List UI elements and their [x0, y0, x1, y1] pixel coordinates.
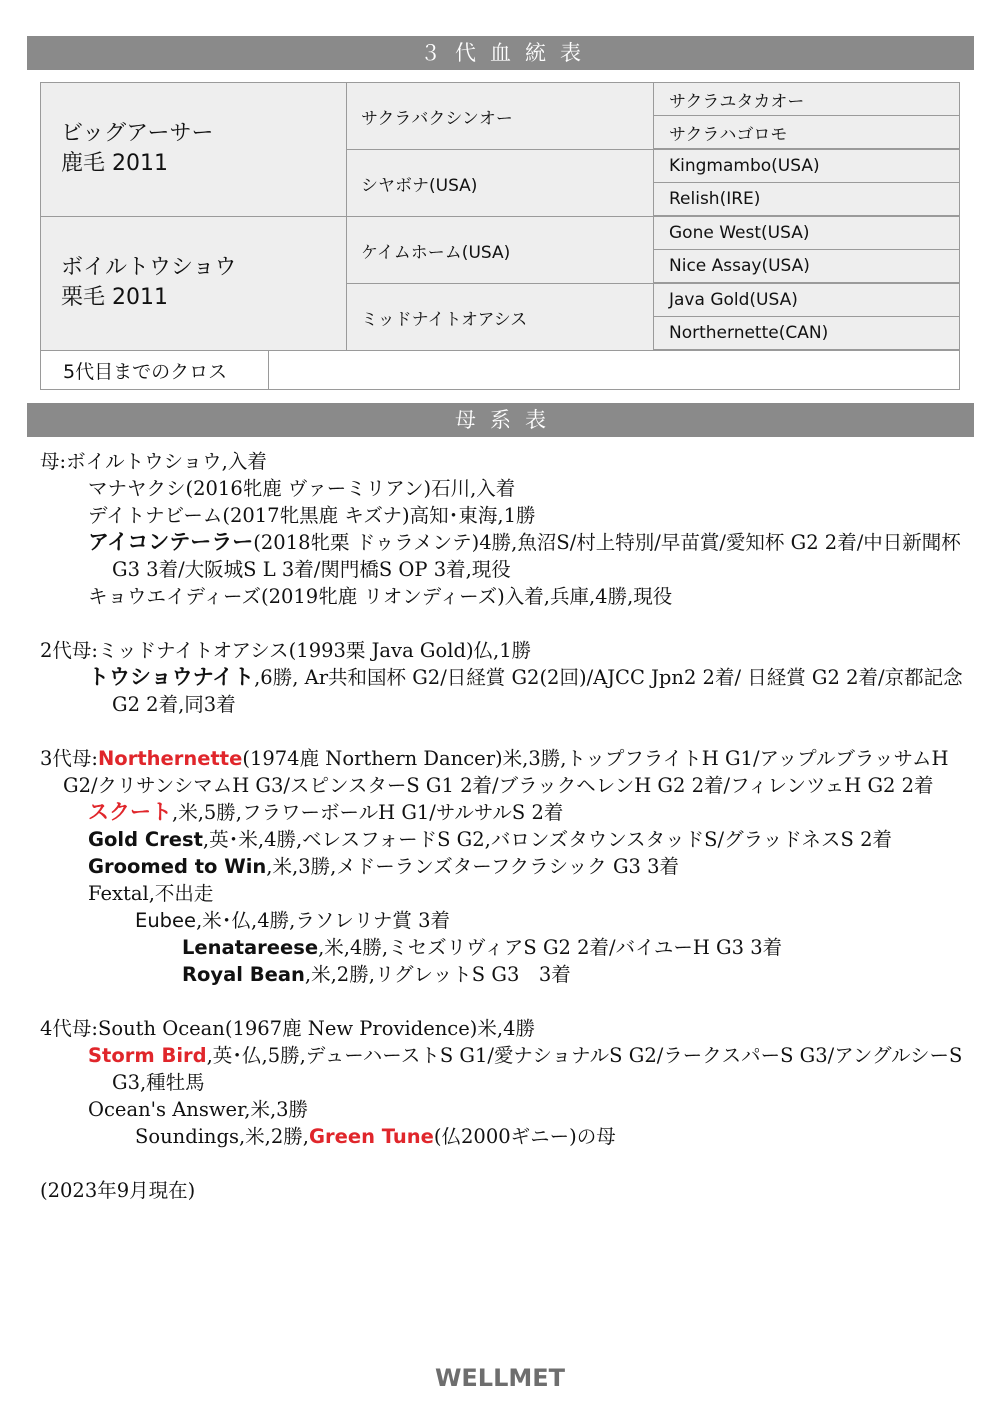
dam-cell — [40, 216, 347, 351]
dam-sire-cell: ケイムホーム(USA) — [346, 216, 654, 284]
gen3-cell: Nice Assay(USA) — [653, 249, 960, 283]
list-item: Ocean's Answer,米,3勝 — [88, 1098, 309, 1121]
horse-record: ,米･仏,4勝,ラソレリナ賞 3着 — [196, 909, 451, 932]
dam-line: 母:ボイルトウショウ,入着 — [40, 450, 267, 473]
list-item — [40, 529, 965, 583]
horse-record: ,米,5勝,フラワーボールH G1/サルサルS 2着 — [172, 801, 564, 824]
wellmet-logo: WELLMET — [434, 1364, 566, 1392]
horse-record: ,6勝, Ar共和国杯 G2/日経賞 G2(2回)/AJCC Jpn2 2着/ 日経賞 G2 2着/京都記念 G2 2着,同3着 — [112, 666, 963, 716]
pedigree-heading: ３代血統表 — [27, 36, 974, 70]
list-item — [40, 1042, 965, 1096]
cross-label: 5代目までのクロス — [40, 350, 269, 390]
gen3-cell: Gone West(USA) — [653, 216, 960, 250]
horse-record: (1974鹿 Northern Dancer)米,3勝,トップフライトH G1/アップルブラッサムH G2/クリサンシマムH G3/スピンスターS G1 2着/ブラックヘレンH G2 2着/フィレンツェH G2 2着 — [63, 747, 949, 797]
sire-cell — [40, 82, 347, 217]
list-item — [40, 826, 965, 853]
dam-name: ボイルトウショウ — [61, 255, 237, 280]
horse-record: ,英･仏,5勝,デューハーストS G1/愛ナショナルS G2/ラークスパーS G3/アングルシーS G3,種牡馬 — [112, 1044, 963, 1094]
horse-record: ,米,2勝,リグレットS G3 3着 — [304, 963, 571, 986]
list-item: キョウエイディーズ(2019牝鹿 リオンディーズ)入着,兵庫,4勝,現役 — [88, 585, 673, 608]
horse-name: Eubee — [135, 909, 197, 932]
as-of-date: (2023年9月現在) — [40, 1179, 196, 1202]
list-item — [40, 1123, 965, 1150]
horse-name: トウショウナイト — [88, 665, 255, 689]
horse-name: Green Tune — [309, 1125, 434, 1148]
list-item — [40, 799, 965, 826]
horse-record: ,英･米,4勝,ベレスフォードS G2,バロンズタウンスタッドS/グラッドネスS 2着 — [202, 828, 892, 851]
horse-record: ,米,4勝,ミセズリヴィアS G2 2着/バイユーH G3 3着 — [318, 936, 783, 959]
horse-name: Royal Bean — [182, 963, 305, 986]
sire-name: ビッグアーサー — [61, 121, 214, 146]
horse-name: スクート — [88, 800, 172, 824]
gen3-cell: Northernette(CAN) — [653, 316, 960, 350]
maternal-list — [40, 448, 965, 1204]
gen3-cell: Relish(IRE) — [653, 182, 960, 216]
list-item — [40, 664, 965, 718]
ggdam-line — [40, 745, 965, 799]
horse-record: (2018牝栗 ドゥラメンテ)4勝,魚沼S/村上特別/早苗賞/愛知杯 G2 2着/中日新聞杯 G3 3着/大阪城S L 3着/関門橋S OP 3着,現役 — [112, 531, 961, 581]
horse-record: (仏2000ギニー)の母 — [433, 1125, 616, 1148]
horse-name: Lenatareese — [182, 936, 319, 959]
horse-name: アイコンテーラー — [88, 530, 254, 554]
sire-dam-cell: シヤボナ(USA) — [346, 149, 654, 217]
gen3-cell: Java Gold(USA) — [653, 283, 960, 317]
gdam-line: 2代母:ミッドナイトオアシス(1993栗 Java Gold)仏,1勝 — [40, 639, 532, 662]
gggdam-line: 4代母:South Ocean(1967鹿 New Providence)米,4勝 — [40, 1017, 535, 1040]
horse-name: Groomed to Win — [88, 855, 267, 878]
sire-sire-cell: サクラバクシンオー — [346, 82, 654, 150]
maternal-heading: 母系表 — [27, 403, 974, 437]
horse-name: Northernette — [97, 747, 243, 770]
pedigree-table — [40, 82, 960, 390]
horse-record: ,米,3勝,メドーランズターフクラシック G3 3着 — [266, 855, 680, 878]
list-item: デイトナビーム(2017牝黒鹿 キズナ)高知･東海,1勝 — [88, 504, 536, 527]
list-item: Fextal,不出走 — [88, 882, 214, 905]
list-item — [40, 961, 965, 988]
list-item: マナヤクシ(2016牝鹿 ヴァーミリアン)石川,入着 — [88, 477, 516, 500]
gen3-cell: サクラハゴロモ — [653, 115, 960, 149]
ggdam-prefix: 3代母: — [40, 747, 98, 770]
horse-name: Storm Bird — [88, 1044, 207, 1067]
gen3-cell: Kingmambo(USA) — [653, 149, 960, 183]
horse-record-prefix: Soundings,米,2勝, — [135, 1125, 309, 1148]
horse-name: Gold Crest — [88, 828, 203, 851]
list-item — [40, 907, 965, 934]
sire-detail: 鹿毛 2011 — [61, 151, 168, 176]
list-item — [40, 934, 965, 961]
gen3-cell: サクラユタカオー — [653, 82, 960, 116]
cross-value — [268, 350, 960, 390]
dam-dam-cell: ミッドナイトオアシス — [346, 283, 654, 351]
list-item — [40, 853, 965, 880]
dam-detail: 栗毛 2011 — [61, 285, 168, 310]
